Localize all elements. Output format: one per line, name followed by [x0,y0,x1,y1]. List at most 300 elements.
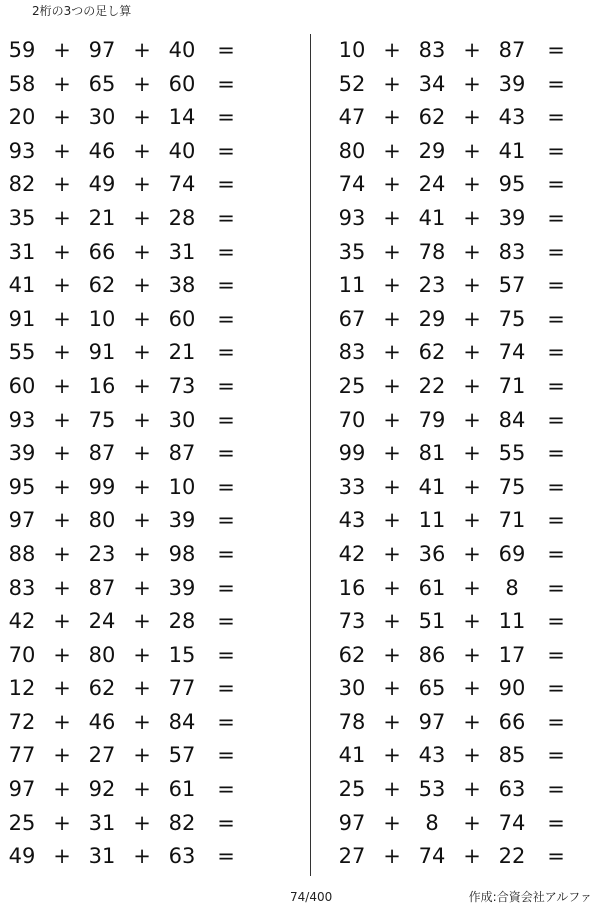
plus-sign: + [133,810,151,835]
problem-row [0,303,260,337]
addend-1: 39 [8,441,36,466]
plus-sign: + [463,676,481,701]
addend-3: 66 [498,709,526,734]
addend-3: 28 [168,609,196,634]
plus-sign: + [53,71,71,96]
plus-sign: + [383,105,401,130]
addend-3: 82 [168,810,196,835]
equals-sign: = [217,38,235,62]
addend-2: 11 [418,508,446,533]
addend-1: 73 [338,609,366,634]
equals-sign: = [217,239,235,264]
addend-3: 71 [498,373,526,398]
addend-3: 74 [498,340,526,365]
plus-sign: + [383,340,401,365]
problem-row [0,639,260,673]
addend-3: 85 [498,743,526,768]
problem-row [0,605,260,639]
plus-sign: + [53,777,71,802]
addend-1: 62 [338,642,366,667]
problem-row [330,34,590,68]
equals-sign: = [547,743,565,768]
plus-sign: + [463,844,481,869]
addend-3: 74 [498,810,526,835]
addend-2: 10 [88,306,116,331]
addend-2: 23 [88,541,116,566]
addend-1: 25 [338,373,366,398]
addend-1: 88 [8,541,36,566]
plus-sign: + [133,676,151,701]
addend-3: 60 [168,71,196,96]
plus-sign: + [53,676,71,701]
equals-sign: = [547,541,565,566]
problem-row [0,336,260,370]
equals-sign: = [217,743,235,768]
addend-3: 14 [168,105,196,130]
addend-1: 80 [338,138,366,163]
plus-sign: + [463,575,481,600]
addend-1: 72 [8,709,36,734]
problem-row [0,135,260,169]
equals-sign: = [547,676,565,701]
plus-sign: + [53,306,71,331]
plus-sign: + [133,777,151,802]
addend-1: 78 [338,709,366,734]
plus-sign: + [383,239,401,264]
problem-row [0,437,260,471]
equals-sign: = [547,777,565,802]
equals-sign: = [547,239,565,264]
plus-sign: + [383,441,401,466]
plus-sign: + [133,205,151,230]
addend-2: 62 [418,105,446,130]
addend-2: 34 [418,71,446,96]
problem-row [330,538,590,572]
addend-2: 51 [418,609,446,634]
equals-sign: = [217,407,235,432]
plus-sign: + [383,71,401,96]
problem-row [330,807,590,841]
problem-row [330,101,590,135]
addend-2: 80 [88,508,116,533]
addend-1: 33 [338,474,366,499]
plus-sign: + [53,709,71,734]
addend-2: 65 [418,676,446,701]
addend-1: 42 [8,609,36,634]
equals-sign: = [217,777,235,802]
problem-row [330,706,590,740]
equals-sign: = [217,71,235,96]
addend-3: 75 [498,306,526,331]
plus-sign: + [383,676,401,701]
addend-2: 79 [418,407,446,432]
equals-sign: = [547,844,565,869]
plus-sign: + [133,340,151,365]
addend-1: 70 [8,642,36,667]
addend-2: 74 [418,844,446,869]
addend-3: 55 [498,441,526,466]
equals-sign: = [217,642,235,667]
addend-1: 97 [8,508,36,533]
addend-1: 52 [338,71,366,96]
equals-sign: = [547,810,565,835]
plus-sign: + [463,239,481,264]
addend-1: 99 [338,441,366,466]
plus-sign: + [53,239,71,264]
equals-sign: = [217,273,235,298]
addend-2: 36 [418,541,446,566]
plus-sign: + [463,205,481,230]
addend-3: 73 [168,373,196,398]
plus-sign: + [383,844,401,869]
plus-sign: + [133,508,151,533]
plus-sign: + [53,407,71,432]
equals-sign: = [217,844,235,869]
problem-row [330,269,590,303]
plus-sign: + [463,709,481,734]
equals-sign: = [217,105,235,130]
addend-1: 95 [8,474,36,499]
problem-row [0,840,260,874]
equals-sign: = [547,373,565,398]
problem-row [0,202,260,236]
plus-sign: + [383,407,401,432]
addend-1: 77 [8,743,36,768]
addend-1: 93 [338,205,366,230]
problem-row [330,168,590,202]
plus-sign: + [53,844,71,869]
equals-sign: = [547,38,565,62]
plus-sign: + [383,709,401,734]
plus-sign: + [383,642,401,667]
equals-sign: = [217,676,235,701]
equals-sign: = [547,709,565,734]
plus-sign: + [463,138,481,163]
addend-1: 83 [338,340,366,365]
problem-row [0,538,260,572]
problem-row [330,739,590,773]
equals-sign: = [547,642,565,667]
plus-sign: + [383,609,401,634]
plus-sign: + [463,407,481,432]
plus-sign: + [463,508,481,533]
plus-sign: + [53,575,71,600]
addend-3: 87 [168,441,196,466]
plus-sign: + [133,709,151,734]
plus-sign: + [53,340,71,365]
addend-1: 47 [338,105,366,130]
problem-row [330,672,590,706]
plus-sign: + [133,172,151,197]
plus-sign: + [133,306,151,331]
plus-sign: + [53,642,71,667]
addend-3: 15 [168,642,196,667]
addend-1: 59 [8,38,36,62]
addend-1: 91 [8,306,36,331]
addend-1: 83 [8,575,36,600]
plus-sign: + [133,844,151,869]
column-divider [310,34,311,876]
plus-sign: + [383,205,401,230]
addend-1: 67 [338,306,366,331]
addend-2: 49 [88,172,116,197]
problem-row [0,101,260,135]
equals-sign: = [547,575,565,600]
plus-sign: + [133,273,151,298]
plus-sign: + [383,273,401,298]
addend-1: 42 [338,541,366,566]
addend-3: 63 [498,777,526,802]
equals-sign: = [547,172,565,197]
plus-sign: + [53,743,71,768]
plus-sign: + [133,71,151,96]
problem-row [330,773,590,807]
addend-2: 75 [88,407,116,432]
addend-1: 10 [338,38,366,62]
addend-2: 41 [418,205,446,230]
problem-row [330,236,590,270]
worksheet-title: 2桁の3つの足し算 [32,4,132,18]
addend-2: 8 [425,810,439,835]
addend-3: 22 [498,844,526,869]
addend-2: 30 [88,105,116,130]
addend-3: 57 [168,743,196,768]
problem-row [0,706,260,740]
plus-sign: + [53,810,71,835]
plus-sign: + [133,743,151,768]
plus-sign: + [463,38,481,62]
equals-sign: = [217,609,235,634]
problem-row [330,437,590,471]
addend-1: 16 [338,575,366,600]
equals-sign: = [217,340,235,365]
problem-row [0,773,260,807]
equals-sign: = [547,205,565,230]
plus-sign: + [463,105,481,130]
problem-row [0,471,260,505]
addend-2: 31 [88,810,116,835]
plus-sign: + [133,575,151,600]
addend-2: 46 [88,709,116,734]
right-problem-column [330,34,590,874]
addend-1: 25 [338,777,366,802]
problem-row [330,605,590,639]
addend-2: 78 [418,239,446,264]
addend-1: 35 [338,239,366,264]
addend-1: 43 [338,508,366,533]
addend-2: 62 [418,340,446,365]
plus-sign: + [53,273,71,298]
plus-sign: + [133,239,151,264]
problem-row [0,68,260,102]
addend-3: 71 [498,508,526,533]
plus-sign: + [53,474,71,499]
addend-2: 29 [418,138,446,163]
addend-3: 57 [498,273,526,298]
plus-sign: + [383,373,401,398]
addend-3: 98 [168,541,196,566]
problem-row [0,269,260,303]
addend-2: 24 [418,172,446,197]
equals-sign: = [217,373,235,398]
addend-2: 65 [88,71,116,96]
addend-2: 16 [88,373,116,398]
addend-3: 10 [168,474,196,499]
plus-sign: + [463,609,481,634]
plus-sign: + [133,38,151,62]
addend-2: 61 [418,575,446,600]
plus-sign: + [463,172,481,197]
plus-sign: + [383,575,401,600]
plus-sign: + [53,609,71,634]
plus-sign: + [133,373,151,398]
addend-2: 81 [418,441,446,466]
problem-row [0,168,260,202]
plus-sign: + [463,642,481,667]
plus-sign: + [53,508,71,533]
addend-3: 60 [168,306,196,331]
plus-sign: + [383,306,401,331]
equals-sign: = [547,508,565,533]
equals-sign: = [547,441,565,466]
equals-sign: = [547,71,565,96]
addend-3: 31 [168,239,196,264]
addend-2: 99 [88,474,116,499]
problem-row [330,370,590,404]
problem-row [0,739,260,773]
addend-2: 86 [418,642,446,667]
addend-2: 29 [418,306,446,331]
addend-1: 20 [8,105,36,130]
equals-sign: = [217,541,235,566]
plus-sign: + [463,273,481,298]
addend-3: 43 [498,105,526,130]
plus-sign: + [463,441,481,466]
problem-row [0,807,260,841]
addend-3: 74 [168,172,196,197]
equals-sign: = [547,340,565,365]
plus-sign: + [463,810,481,835]
addend-1: 11 [338,273,366,298]
problem-row [0,572,260,606]
equals-sign: = [547,105,565,130]
plus-sign: + [383,138,401,163]
plus-sign: + [463,777,481,802]
addend-3: 39 [498,71,526,96]
addend-1: 70 [338,407,366,432]
plus-sign: + [133,138,151,163]
plus-sign: + [53,541,71,566]
addend-2: 21 [88,205,116,230]
addend-1: 12 [8,676,36,701]
addend-3: 30 [168,407,196,432]
problem-row [330,303,590,337]
addend-2: 27 [88,743,116,768]
equals-sign: = [217,441,235,466]
plus-sign: + [133,407,151,432]
addend-3: 87 [498,38,526,62]
problem-row [330,504,590,538]
equals-sign: = [217,138,235,163]
addend-1: 30 [338,676,366,701]
plus-sign: + [383,810,401,835]
addend-1: 55 [8,340,36,365]
addend-1: 97 [338,810,366,835]
addend-3: 69 [498,541,526,566]
problem-row [330,639,590,673]
addend-3: 75 [498,474,526,499]
addend-1: 58 [8,71,36,96]
addend-2: 62 [88,676,116,701]
addend-3: 41 [498,138,526,163]
plus-sign: + [383,541,401,566]
plus-sign: + [383,508,401,533]
plus-sign: + [133,609,151,634]
addend-1: 82 [8,172,36,197]
equals-sign: = [547,407,565,432]
plus-sign: + [133,441,151,466]
plus-sign: + [383,743,401,768]
addend-3: 84 [168,709,196,734]
addend-2: 46 [88,138,116,163]
addend-3: 40 [168,138,196,163]
addend-2: 43 [418,743,446,768]
author-credit: 作成:合資会社アルファ [468,890,592,904]
addend-3: 39 [168,508,196,533]
equals-sign: = [217,508,235,533]
equals-sign: = [217,575,235,600]
addend-2: 92 [88,777,116,802]
addend-2: 22 [418,373,446,398]
plus-sign: + [133,474,151,499]
addend-2: 87 [88,441,116,466]
addend-1: 27 [338,844,366,869]
addend-3: 38 [168,273,196,298]
addend-3: 11 [498,609,526,634]
addend-3: 84 [498,407,526,432]
addend-2: 66 [88,239,116,264]
addend-3: 95 [498,172,526,197]
equals-sign: = [547,138,565,163]
addend-2: 41 [418,474,446,499]
equals-sign: = [547,273,565,298]
addend-1: 97 [8,777,36,802]
equals-sign: = [217,810,235,835]
addend-2: 53 [418,777,446,802]
plus-sign: + [53,138,71,163]
plus-sign: + [133,541,151,566]
addend-2: 91 [88,340,116,365]
plus-sign: + [383,172,401,197]
plus-sign: + [463,474,481,499]
plus-sign: + [133,105,151,130]
problem-row [0,404,260,438]
addend-3: 90 [498,676,526,701]
addend-3: 83 [498,239,526,264]
addend-3: 63 [168,844,196,869]
equals-sign: = [547,609,565,634]
addend-2: 87 [88,575,116,600]
equals-sign: = [547,306,565,331]
addend-3: 21 [168,340,196,365]
problem-row [330,572,590,606]
plus-sign: + [53,38,71,62]
addend-1: 74 [338,172,366,197]
addend-1: 31 [8,239,36,264]
plus-sign: + [463,340,481,365]
problem-row [0,236,260,270]
addend-2: 31 [88,844,116,869]
